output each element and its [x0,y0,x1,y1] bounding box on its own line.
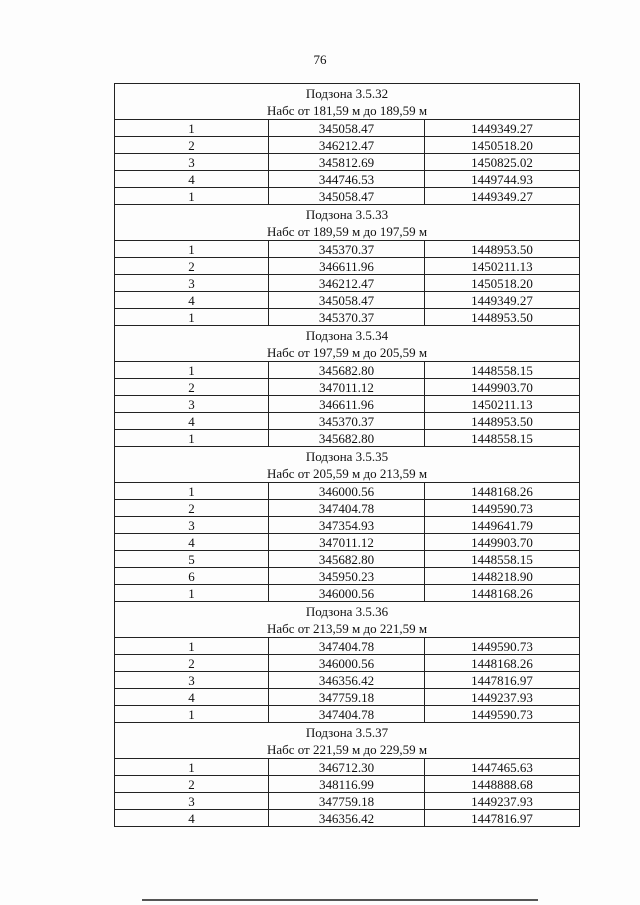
point-number-cell: 4 [115,171,269,188]
zone-title: Подзона 3.5.34 [305,328,389,343]
zone-title: Подзона 3.5.36 [305,604,389,619]
y-coordinate-cell: 1449349.27 [425,188,580,205]
y-coordinate-cell: 1449590.73 [425,500,580,517]
zone-height-range: Набс от 181,59 м до 189,59 м [266,103,428,118]
y-coordinate-cell: 1449903.70 [425,379,580,396]
table-row [115,241,580,258]
point-number-cell: 4 [115,534,269,551]
point-number-cell: 4 [115,810,269,827]
x-coordinate-cell: 345370.37 [269,241,425,258]
y-coordinate-cell: 1449641.79 [425,517,580,534]
point-number-cell: 2 [115,500,269,517]
point-number-cell: 5 [115,551,269,568]
x-coordinate-cell: 345058.47 [269,120,425,137]
y-coordinate-cell: 1449590.73 [425,706,580,723]
point-number-cell: 1 [115,638,269,655]
table-row [115,534,580,551]
x-coordinate-cell: 347759.18 [269,793,425,810]
x-coordinate-cell: 345682.80 [269,362,425,379]
point-number-cell: 2 [115,776,269,793]
table-row [115,655,580,672]
y-coordinate-cell: 1447816.97 [425,810,580,827]
x-coordinate-cell: 347354.93 [269,517,425,534]
y-coordinate-cell: 1449349.27 [425,292,580,309]
zone-title: Подзона 3.5.33 [305,207,389,222]
table-row [115,793,580,810]
point-number-cell: 3 [115,517,269,534]
zone-header-row [115,205,580,241]
table-row [115,759,580,776]
y-coordinate-cell: 1450518.20 [425,137,580,154]
y-coordinate-cell: 1450518.20 [425,275,580,292]
y-coordinate-cell: 1449237.93 [425,793,580,810]
table-row [115,638,580,655]
point-number-cell: 3 [115,793,269,810]
zone-header [115,723,580,759]
point-number-cell: 1 [115,483,269,500]
x-coordinate-cell: 347011.12 [269,379,425,396]
point-number-cell: 1 [115,706,269,723]
x-coordinate-cell: 345682.80 [269,551,425,568]
point-number-cell: 1 [115,241,269,258]
x-coordinate-cell: 345950.23 [269,568,425,585]
table-row [115,309,580,326]
y-coordinate-cell: 1448953.50 [425,241,580,258]
zone-header-row [115,326,580,362]
y-coordinate-cell: 1448953.50 [425,309,580,326]
zone-height-range: Набс от 221,59 м до 229,59 м [266,742,428,757]
x-coordinate-cell: 345370.37 [269,309,425,326]
table-row [115,413,580,430]
point-number-cell: 1 [115,188,269,205]
zone-header-row [115,447,580,483]
zone-height-range: Набс от 197,59 м до 205,59 м [266,345,428,360]
y-coordinate-cell: 1448168.26 [425,585,580,602]
zone-header-row [115,602,580,638]
x-coordinate-cell: 345682.80 [269,430,425,447]
table-row [115,483,580,500]
table-row [115,137,580,154]
y-coordinate-cell: 1449903.70 [425,534,580,551]
x-coordinate-cell: 345812.69 [269,154,425,171]
zone-title: Подзона 3.5.35 [305,449,389,464]
table-row [115,776,580,793]
coordinates-table [114,83,580,827]
x-coordinate-cell: 346000.56 [269,483,425,500]
y-coordinate-cell: 1447816.97 [425,672,580,689]
point-number-cell: 4 [115,292,269,309]
x-coordinate-cell: 345370.37 [269,413,425,430]
x-coordinate-cell: 347404.78 [269,706,425,723]
x-coordinate-cell: 346212.47 [269,137,425,154]
y-coordinate-cell: 1448558.15 [425,362,580,379]
point-number-cell: 2 [115,655,269,672]
table-row [115,689,580,706]
y-coordinate-cell: 1450211.13 [425,396,580,413]
x-coordinate-cell: 344746.53 [269,171,425,188]
point-number-cell: 3 [115,672,269,689]
table-row [115,672,580,689]
point-number-cell: 3 [115,396,269,413]
x-coordinate-cell: 345058.47 [269,188,425,205]
x-coordinate-cell: 346000.56 [269,655,425,672]
y-coordinate-cell: 1448953.50 [425,413,580,430]
point-number-cell: 2 [115,258,269,275]
x-coordinate-cell: 348116.99 [269,776,425,793]
point-number-cell: 1 [115,120,269,137]
point-number-cell: 2 [115,379,269,396]
x-coordinate-cell: 346611.96 [269,258,425,275]
table-row [115,517,580,534]
point-number-cell: 6 [115,568,269,585]
table-row [115,120,580,137]
point-number-cell: 1 [115,585,269,602]
y-coordinate-cell: 1449237.93 [425,689,580,706]
table-row [115,551,580,568]
point-number-cell: 3 [115,275,269,292]
point-number-cell: 1 [115,309,269,326]
bottom-rule [142,899,538,901]
point-number-cell: 3 [115,154,269,171]
zone-header [115,602,580,638]
zone-header-row [115,723,580,759]
table-row [115,396,580,413]
table-row [115,258,580,275]
table-row [115,430,580,447]
table-row [115,379,580,396]
table-row [115,362,580,379]
y-coordinate-cell: 1448168.26 [425,483,580,500]
y-coordinate-cell: 1448558.15 [425,430,580,447]
x-coordinate-cell: 345058.47 [269,292,425,309]
x-coordinate-cell: 346356.42 [269,672,425,689]
table-row [115,585,580,602]
table-row [115,292,580,309]
table-row [115,171,580,188]
zone-header-row [115,84,580,120]
table-row [115,188,580,205]
table-row [115,500,580,517]
zone-header [115,205,580,241]
zone-title: Подзона 3.5.32 [305,86,389,101]
y-coordinate-cell: 1449744.93 [425,171,580,188]
point-number-cell: 4 [115,689,269,706]
zone-header [115,326,580,362]
zone-height-range: Набс от 189,59 м до 197,59 м [266,224,428,239]
zone-title: Подзона 3.5.37 [305,725,389,740]
x-coordinate-cell: 346712.30 [269,759,425,776]
y-coordinate-cell: 1448218.90 [425,568,580,585]
x-coordinate-cell: 346000.56 [269,585,425,602]
page-number: 76 [313,52,327,67]
y-coordinate-cell: 1447465.63 [425,759,580,776]
point-number-cell: 4 [115,413,269,430]
x-coordinate-cell: 347404.78 [269,638,425,655]
x-coordinate-cell: 347404.78 [269,500,425,517]
y-coordinate-cell: 1449590.73 [425,638,580,655]
table-row [115,568,580,585]
table-row [115,706,580,723]
y-coordinate-cell: 1449349.27 [425,120,580,137]
x-coordinate-cell: 346212.47 [269,275,425,292]
table-row [115,154,580,171]
y-coordinate-cell: 1450211.13 [425,258,580,275]
x-coordinate-cell: 346611.96 [269,396,425,413]
y-coordinate-cell: 1448888.68 [425,776,580,793]
table-row [115,275,580,292]
table-row [115,810,580,827]
point-number-cell: 1 [115,759,269,776]
zone-header [115,84,580,120]
point-number-cell: 2 [115,137,269,154]
y-coordinate-cell: 1448558.15 [425,551,580,568]
y-coordinate-cell: 1450825.02 [425,154,580,171]
zone-height-range: Набс от 205,59 м до 213,59 м [266,466,428,481]
x-coordinate-cell: 347759.18 [269,689,425,706]
point-number-cell: 1 [115,430,269,447]
zone-height-range: Набс от 213,59 м до 221,59 м [266,621,428,636]
zone-header [115,447,580,483]
point-number-cell: 1 [115,362,269,379]
x-coordinate-cell: 346356.42 [269,810,425,827]
x-coordinate-cell: 347011.12 [269,534,425,551]
y-coordinate-cell: 1448168.26 [425,655,580,672]
